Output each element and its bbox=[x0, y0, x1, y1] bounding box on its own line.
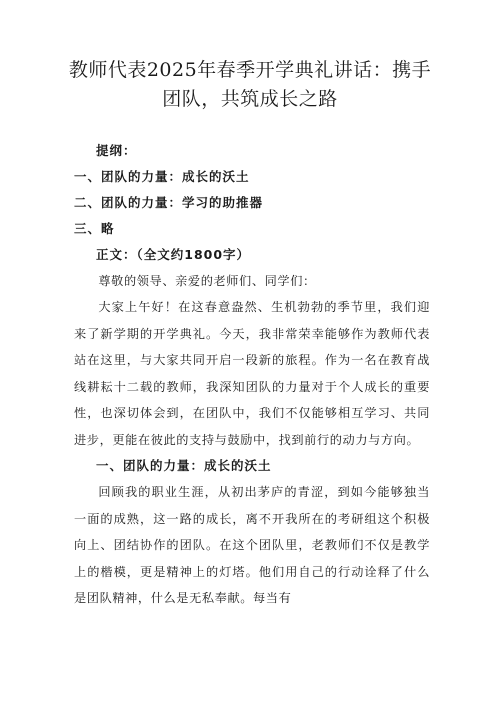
opening-paragraph: 大家上午好！在这春意盎然、生机勃勃的季节里，我们迎来了新学期的开学典礼。今天，我非常荣幸能够作为教师代表站在这里，与大家共同开启一段新的旅程。作为一名在教育战线耕耘十二载的教师，我深知团队的力量对于个人成长的重要性，也深切体会到，在团队中，我们不仅能够相互学习、共同进步，更能在彼此的支持与鼓励中，找到前行的动力与方向。 bbox=[74, 300, 430, 447]
section-heading-1: 一、团队的力量：成长的沃土 bbox=[96, 458, 272, 473]
outline-label: 提纲： bbox=[96, 143, 137, 158]
outline-item-2: 二、团队的力量：学习的助推器 bbox=[74, 195, 264, 210]
outline-item-1: 一、团队的力量：成长的沃土 bbox=[74, 169, 250, 184]
greeting-paragraph: 尊敬的领导、亲爱的老师们、同学们： bbox=[98, 274, 316, 288]
outline-item-3: 三、略 bbox=[74, 221, 115, 236]
body-label: 正文：（全文约1800字） bbox=[96, 247, 251, 262]
section-1-paragraph: 回顾我的职业生涯，从初出茅庐的青涩，到如今能够独当一面的成熟，这一路的成长，离不开我所在的考研组这个积极向上、团结协作的团队。在这个团队里，老教师们不仅是教学上的楷模，更是精神上的灯塔。他们用自己的行动诠释了什么是团队精神，什么是无私奉献。每当有 bbox=[74, 485, 430, 605]
document-title: 教师代表2025年春季开学典礼讲话：携手团队，共筑成长之路 bbox=[68, 59, 432, 110]
